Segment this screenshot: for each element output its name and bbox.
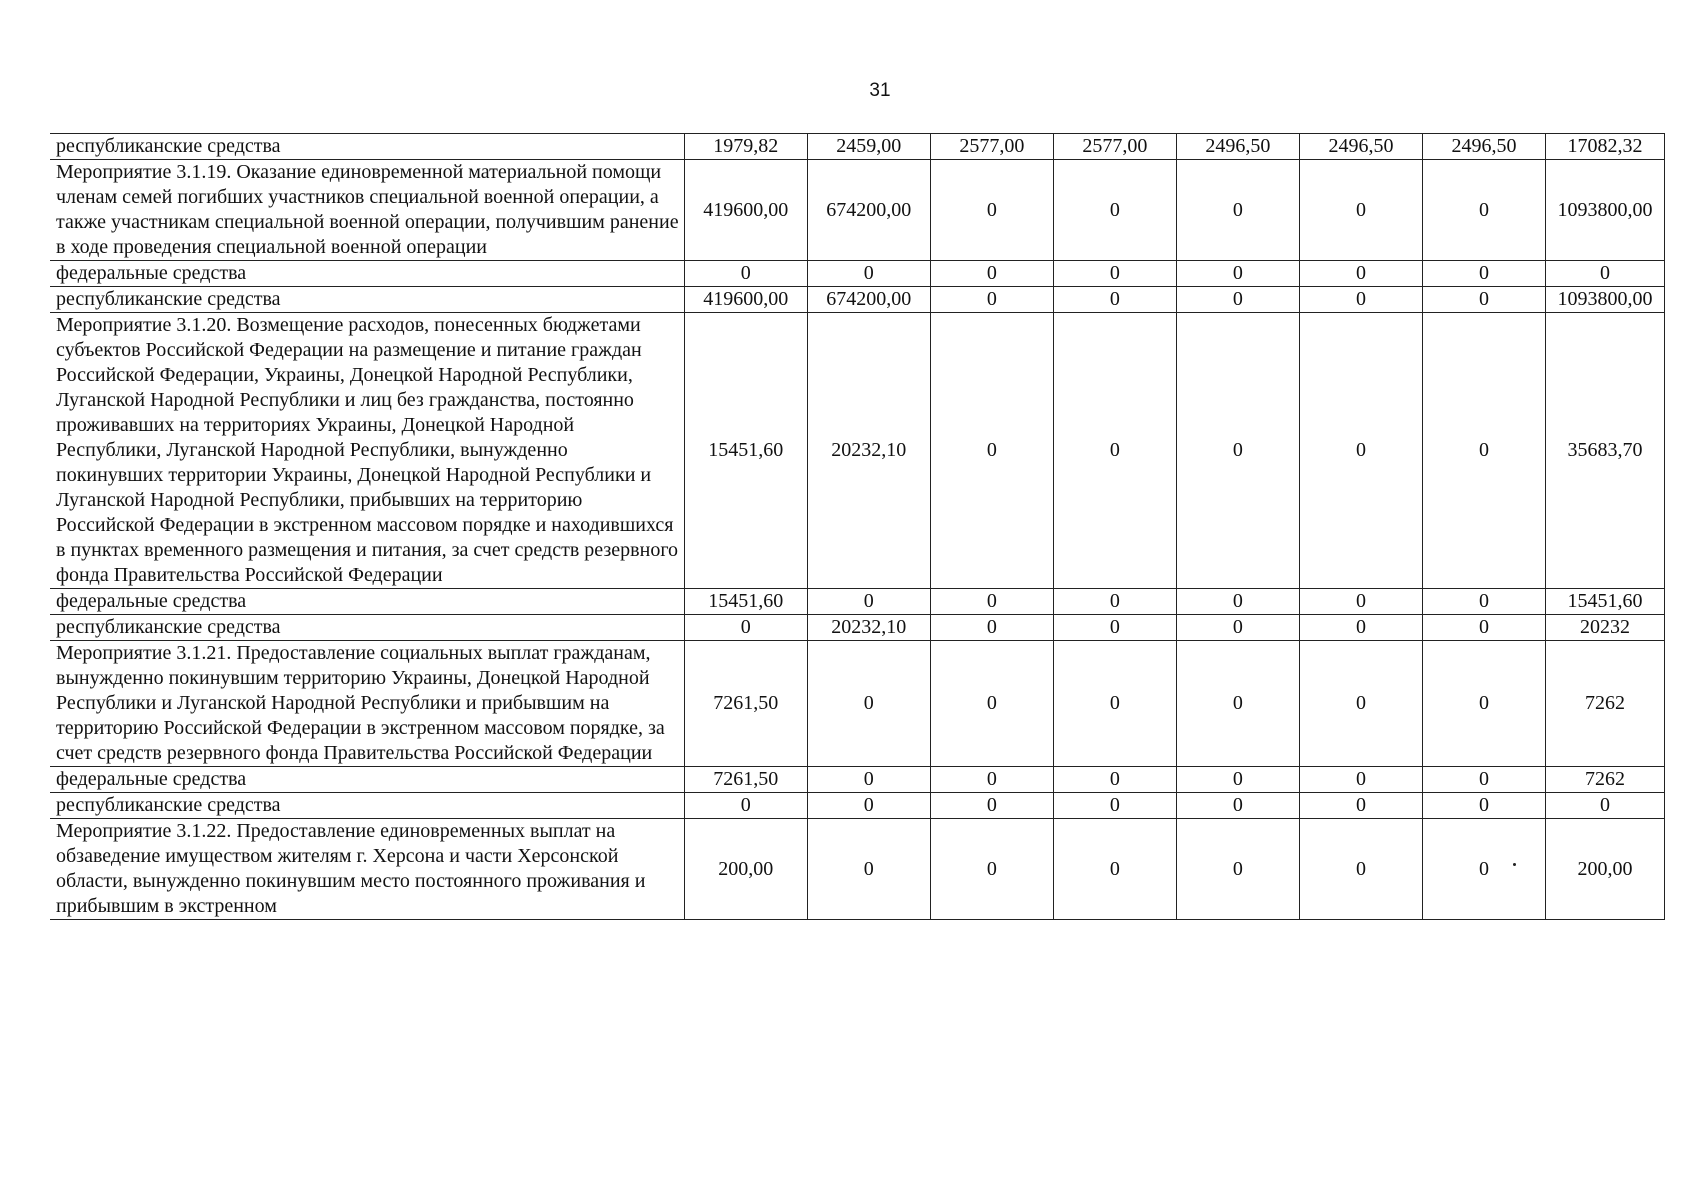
value-cell: 674200,00 — [807, 160, 930, 261]
value-cell: 0 — [1423, 261, 1546, 287]
measure-description: Мероприятие 3.1.20. Возмещение расходов, понесенных бюджетами субъектов Российской Федерации на размещение и питание граждан Российской Федерации, Украины, Донецкой Народной Республики, Луганской Народной Республики и лиц без гражданства, постоянно проживавших на территориях Украины, Донецкой Народной Республики, Луганской Народной Республики, вынужденно покинувших территории Украины, Донецкой Народной Республики и Луганской Народной Республики, прибывших на территорию Российской Федерации в экстренном массовом порядке и находившихся в пунктах временного размещения и питания, за счет средств резервного фонда Правительства Российской Федерации — [50, 313, 684, 589]
total-cell: 200,00 — [1546, 819, 1665, 920]
funding-source-row — [50, 615, 1665, 641]
value-cell: 0 — [1299, 767, 1422, 793]
value-cell: 0 — [1053, 767, 1176, 793]
table-body — [50, 134, 1665, 920]
value-cell: 2496,50 — [1176, 134, 1299, 160]
value-cell: 0 — [1423, 313, 1546, 589]
funding-source-label: республиканские средства — [50, 287, 684, 313]
value-cell: 0 — [1053, 261, 1176, 287]
measure-description: Мероприятие 3.1.21. Предоставление социальных выплат гражданам, вынужденно покинувшим территорию Украины, Донецкой Народной Республики и Луганской Народной Республики и прибывшим на территорию Российской Федерации в экстренном массовом порядке, за счет средств резервного фонда Правительства Российской Федерации — [50, 641, 684, 767]
value-cell: 0 — [1176, 819, 1299, 920]
budget-table — [50, 133, 1665, 920]
total-cell: 17082,32 — [1546, 134, 1665, 160]
value-cell: 0 — [1423, 615, 1546, 641]
value-cell: 0 — [1299, 819, 1422, 920]
value-cell: 0 — [1423, 589, 1546, 615]
value-cell: 0 — [1176, 287, 1299, 313]
value-cell: 674200,00 — [807, 287, 930, 313]
measure-description: Мероприятие 3.1.19. Оказание единовременной материальной помощи членам семей погибших участников специальной военной операции, а также участникам специальной военной операции, получившим ранение в ходе проведения специальной военной операции — [50, 160, 684, 261]
value-cell: 0 — [930, 160, 1053, 261]
value-cell: 0 — [930, 287, 1053, 313]
value-cell: 0 — [930, 261, 1053, 287]
value-cell: 0 — [1053, 160, 1176, 261]
funding-source-label: федеральные средства — [50, 589, 684, 615]
value-cell: 2577,00 — [930, 134, 1053, 160]
total-cell: 7262 — [1546, 641, 1665, 767]
funding-source-label: республиканские средства — [50, 615, 684, 641]
value-cell: 0 — [930, 793, 1053, 819]
total-cell: 15451,60 — [1546, 589, 1665, 615]
value-cell: 0 — [1299, 615, 1422, 641]
total-cell: 7262 — [1546, 767, 1665, 793]
value-cell: 1979,82 — [684, 134, 807, 160]
value-cell: 0 — [930, 767, 1053, 793]
measure-row — [50, 160, 1665, 261]
value-cell: 0 — [1299, 313, 1422, 589]
funding-source-row — [50, 134, 1665, 160]
funding-source-row — [50, 589, 1665, 615]
value-cell: 15451,60 — [684, 589, 807, 615]
value-cell: 419600,00 — [684, 160, 807, 261]
value-cell: 0 — [930, 615, 1053, 641]
value-cell: 20232,10 — [807, 313, 930, 589]
value-cell: 15451,60 — [684, 313, 807, 589]
total-cell: 1093800,00 — [1546, 160, 1665, 261]
value-cell: 0 — [1299, 641, 1422, 767]
value-cell: 2496,50 — [1423, 134, 1546, 160]
value-cell: 0 — [930, 641, 1053, 767]
measure-row — [50, 819, 1665, 920]
value-cell: 0 — [930, 819, 1053, 920]
funding-source-row — [50, 793, 1665, 819]
funding-source-row — [50, 287, 1665, 313]
value-cell: 0 — [1423, 287, 1546, 313]
value-cell: 0 — [1423, 767, 1546, 793]
measure-row — [50, 641, 1665, 767]
total-cell: 0 — [1546, 793, 1665, 819]
value-cell: 7261,50 — [684, 641, 807, 767]
value-cell: 0 — [807, 589, 930, 615]
value-cell: 0 — [1176, 767, 1299, 793]
value-cell: 0 — [1423, 793, 1546, 819]
value-cell: 0 — [1176, 615, 1299, 641]
value-cell: 0 — [1176, 261, 1299, 287]
measure-description: Мероприятие 3.1.22. Предоставление единовременных выплат на обзаведение имуществом жителям г. Херсона и части Херсонской области, вынужденно покинувшим место постоянного проживания и прибывшим в экстренном — [50, 819, 684, 920]
value-cell: 0 — [684, 261, 807, 287]
value-cell: 0 — [1423, 641, 1546, 767]
value-cell: 0 — [1053, 313, 1176, 589]
funding-source-label: республиканские средства — [50, 793, 684, 819]
total-cell: 20232 — [1546, 615, 1665, 641]
value-cell: 0 — [1053, 615, 1176, 641]
value-cell: 0 — [930, 589, 1053, 615]
page-number: 31 — [869, 80, 891, 101]
value-cell: 20232,10 — [807, 615, 930, 641]
value-cell: 0 — [1176, 160, 1299, 261]
value-cell: 2577,00 — [1053, 134, 1176, 160]
scan-mark — [1513, 863, 1516, 866]
value-cell: 0 — [1299, 261, 1422, 287]
value-cell: 0 — [1053, 819, 1176, 920]
value-cell: 0 — [1053, 793, 1176, 819]
value-cell: 7261,50 — [684, 767, 807, 793]
value-cell: 0 — [1053, 589, 1176, 615]
value-cell: 0 — [1423, 160, 1546, 261]
measure-row — [50, 313, 1665, 589]
value-cell: 0 — [1176, 313, 1299, 589]
value-cell: 200,00 — [684, 819, 807, 920]
value-cell: 0 — [1176, 589, 1299, 615]
value-cell: 0 — [807, 641, 930, 767]
total-cell: 0 — [1546, 261, 1665, 287]
value-cell: 0 — [930, 313, 1053, 589]
value-cell: 0 — [684, 615, 807, 641]
value-cell: 0 — [807, 767, 930, 793]
funding-source-label: республиканские средства — [50, 134, 684, 160]
value-cell: 0 — [684, 793, 807, 819]
value-cell: 0 — [1053, 641, 1176, 767]
value-cell: 0 — [807, 261, 930, 287]
value-cell: 0 — [1053, 287, 1176, 313]
value-cell: 419600,00 — [684, 287, 807, 313]
value-cell: 0 — [1299, 287, 1422, 313]
value-cell: 2496,50 — [1299, 134, 1422, 160]
value-cell: 0 — [807, 793, 930, 819]
value-cell: 0 — [807, 819, 930, 920]
funding-source-row — [50, 261, 1665, 287]
value-cell: 0 — [1299, 589, 1422, 615]
value-cell: 0 — [1299, 793, 1422, 819]
funding-source-row — [50, 767, 1665, 793]
total-cell: 1093800,00 — [1546, 287, 1665, 313]
value-cell: 0 — [1176, 641, 1299, 767]
total-cell: 35683,70 — [1546, 313, 1665, 589]
value-cell: 0 — [1299, 160, 1422, 261]
value-cell: 0 — [1176, 793, 1299, 819]
funding-source-label: федеральные средства — [50, 767, 684, 793]
funding-source-label: федеральные средства — [50, 261, 684, 287]
value-cell: 0 — [1423, 819, 1546, 920]
value-cell: 2459,00 — [807, 134, 930, 160]
